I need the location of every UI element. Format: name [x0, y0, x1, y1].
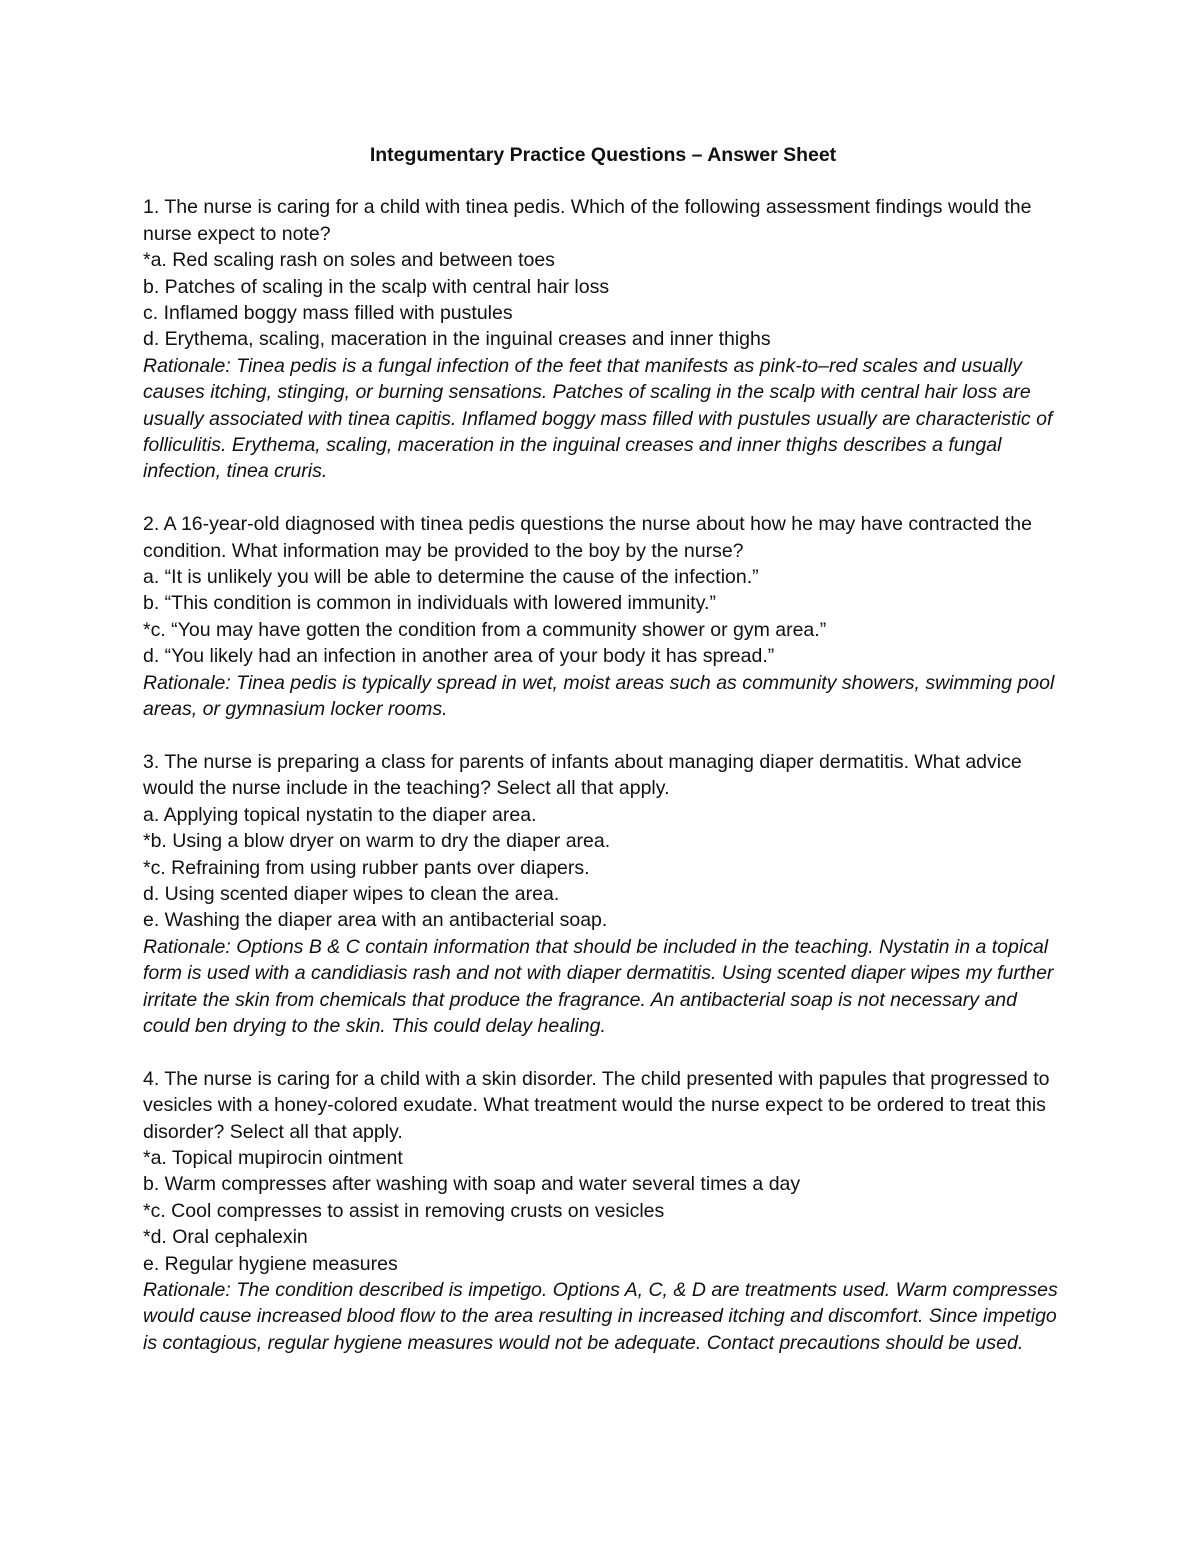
answer-option: *b. Using a blow dryer on warm to dry the diaper area. [143, 830, 611, 853]
rationale-text: The condition described is impetigo. Options A, C, & D are treatments used. Warm compresses would cause increased blood flow to the area resulting in increased itching and discomfort. Since impetigo is contagious, regular hygiene measures would not be adequate. Contact precautions should be used. [143, 1279, 1058, 1354]
question-stem: 3. The nurse is preparing a class for parents of infants about managing diaper dermatitis. What advice would the nurse include in the teaching? Select all that apply. [143, 750, 1022, 800]
answer-option: b. Warm compresses after washing with soap and water several times a day [143, 1173, 801, 1196]
question-3 [143, 749, 1063, 1039]
rationale [143, 1277, 1063, 1356]
answer-option: a. Applying topical nystatin to the diaper area. [143, 803, 537, 826]
answer-option: e. Washing the diaper area with an antibacterial soap. [143, 909, 608, 932]
answer-option: b. “This condition is common in individuals with lowered immunity.” [143, 592, 716, 615]
answer-option: *c. Cool compresses to assist in removing crusts on vesicles [143, 1199, 665, 1222]
answer-option: b. Patches of scaling in the scalp with central hair loss [143, 275, 610, 298]
answer-option: d. “You likely had an infection in another area of your body it has spread.” [143, 645, 775, 668]
rationale-label: Rationale: [143, 1279, 231, 1302]
rationale [143, 670, 1063, 723]
rationale-label: Rationale: [143, 671, 231, 694]
rationale-text: Tinea pedis is typically spread in wet, moist areas such as community showers, swimming pool areas, or gymnasium locker rooms. [143, 671, 1055, 721]
question-1 [143, 194, 1063, 484]
rationale-text: Tinea pedis is a fungal infection of the feet that manifests as pink-to–red scales and usually causes itching, stinging, or burning sensations. Patches of scaling in the scalp with central hair loss are usually associated with tinea capitis. Inflamed boggy mass filled with pustules usually are characteristic of folliculitis. Erythema, scaling, maceration in the inguinal creases and inner thighs describes a fungal infection, tinea cruris. [143, 354, 1053, 483]
rationale-label: Rationale: [143, 935, 231, 958]
rationale [143, 934, 1063, 1040]
answer-option: *d. Oral cephalexin [143, 1226, 308, 1249]
rationale-text: Options B & C contain information that should be included in the teaching. Nystatin in a topical form is used with a candidiasis rash and not with diaper dermatitis. Using scented diaper wipes my further irritate the skin from chemicals that produce the fragrance. An antibacterial soap is not necessary and could ben drying to the skin. This could delay healing. [143, 935, 1054, 1037]
question-2 [143, 511, 1063, 722]
answer-option: a. “It is unlikely you will be able to determine the cause of the infection.” [143, 566, 759, 589]
question-stem: 2. A 16-year-old diagnosed with tinea pedis questions the nurse about how he may have contracted the condition. What information may be provided to the boy by the nurse? [143, 513, 1032, 562]
answer-option: *c. “You may have gotten the condition from a community shower or gym area.” [143, 618, 827, 641]
answer-option: c. Inflamed boggy mass filled with pustules [143, 302, 513, 325]
answer-option: *a. Topical mupirocin ointment [143, 1146, 403, 1169]
rationale-label: Rationale: [143, 354, 231, 377]
answer-option: d. Erythema, scaling, maceration in the inguinal creases and inner thighs [143, 328, 771, 351]
document-body [143, 142, 1063, 1383]
answer-option: e. Regular hygiene measures [143, 1252, 398, 1275]
question-4 [143, 1066, 1063, 1356]
answer-option: d. Using scented diaper wipes to clean the area. [143, 882, 560, 905]
question-stem: 4. The nurse is caring for a child with a skin disorder. The child presented with papules that progressed to vesicles with a honey-colored exudate. What treatment would the nurse expect to be ordered to treat this disorder? Select all that apply. [143, 1067, 1050, 1143]
answer-option: *c. Refraining from using rubber pants over diapers. [143, 856, 590, 879]
answer-option: *a. Red scaling rash on soles and between toes [143, 249, 555, 272]
question-stem: 1. The nurse is caring for a child with tinea pedis. Which of the following assessment findings would the nurse expect to note? [143, 196, 1032, 245]
rationale [143, 353, 1063, 485]
page-title: Integumentary Practice Questions – Answer Sheet [369, 144, 837, 166]
